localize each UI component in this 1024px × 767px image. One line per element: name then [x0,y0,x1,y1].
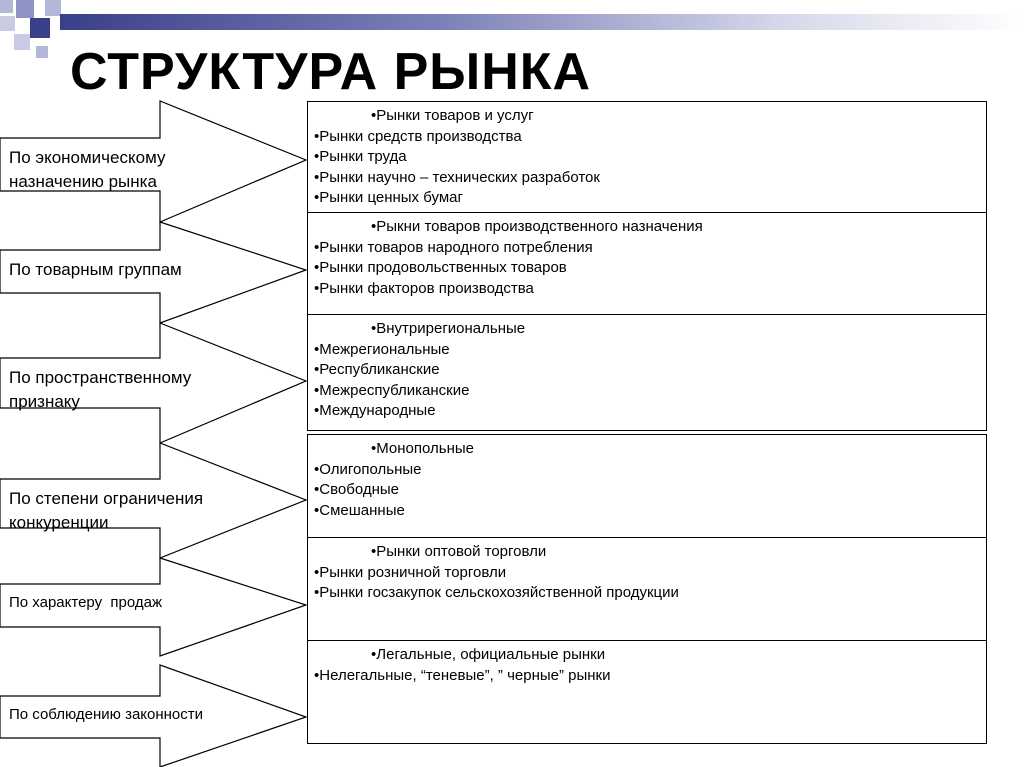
list-item: • Рынки товаров народного потребления [314,238,986,259]
box-sales-type [307,537,987,641]
category-label-sales-type: По характеру продаж [9,594,163,611]
category-label-economic-purpose: По экономическому назначению рынка [9,148,166,191]
list-item: • Межреспубликанские [314,381,986,402]
list-item: • Рынки средств производства [314,127,986,148]
box-product-groups [307,212,987,315]
list-item: • Олигопольные [314,460,986,481]
box-economic-purpose [307,101,987,213]
list-item: • Рынки труда [314,147,986,168]
category-label-legality: По соблюдению законности [9,706,204,723]
list-item: • Легальные, официальные рынки [314,645,986,666]
list-item: • Республиканские [314,360,986,381]
list-item: • Монопольные [314,439,986,460]
list-item: • Рынки факторов производства [314,279,986,300]
list-item: • Смешанные [314,501,986,522]
category-label-spatial: По пространственному признаку [9,368,192,411]
list-item: • Нелегальные, “теневые”, ” черные” рынки [314,666,986,687]
list-item: • Рынки оптовой торговли [314,542,986,563]
list-item: • Рынки продовольственных товаров [314,258,986,279]
list-item: • Рынки научно – технических разработок [314,168,986,189]
category-label-competition: По степени ограничения конкуренции [9,489,204,532]
list-item: • Рыкни товаров производственного назначения [314,217,986,238]
list-item: • Рынки госзакупок сельскохозяйственной продукции [314,583,986,604]
list-item: • Рынки розничной торговли [314,563,986,584]
box-competition [307,434,987,538]
list-item: • Рынки товаров и услуг [314,106,986,127]
list-item: • Международные [314,401,986,422]
page-title: СТРУКТУРА РЫНКА [70,43,592,101]
list-item: • Межрегиональные [314,340,986,361]
list-item: • Рынки ценных бумаг [314,188,986,209]
list-item: • Внутрирегиональные [314,319,986,340]
box-legality [307,640,987,744]
list-item: • Свободные [314,480,986,501]
box-spatial [307,314,987,431]
category-label-product-groups: По товарным группам [9,260,182,279]
